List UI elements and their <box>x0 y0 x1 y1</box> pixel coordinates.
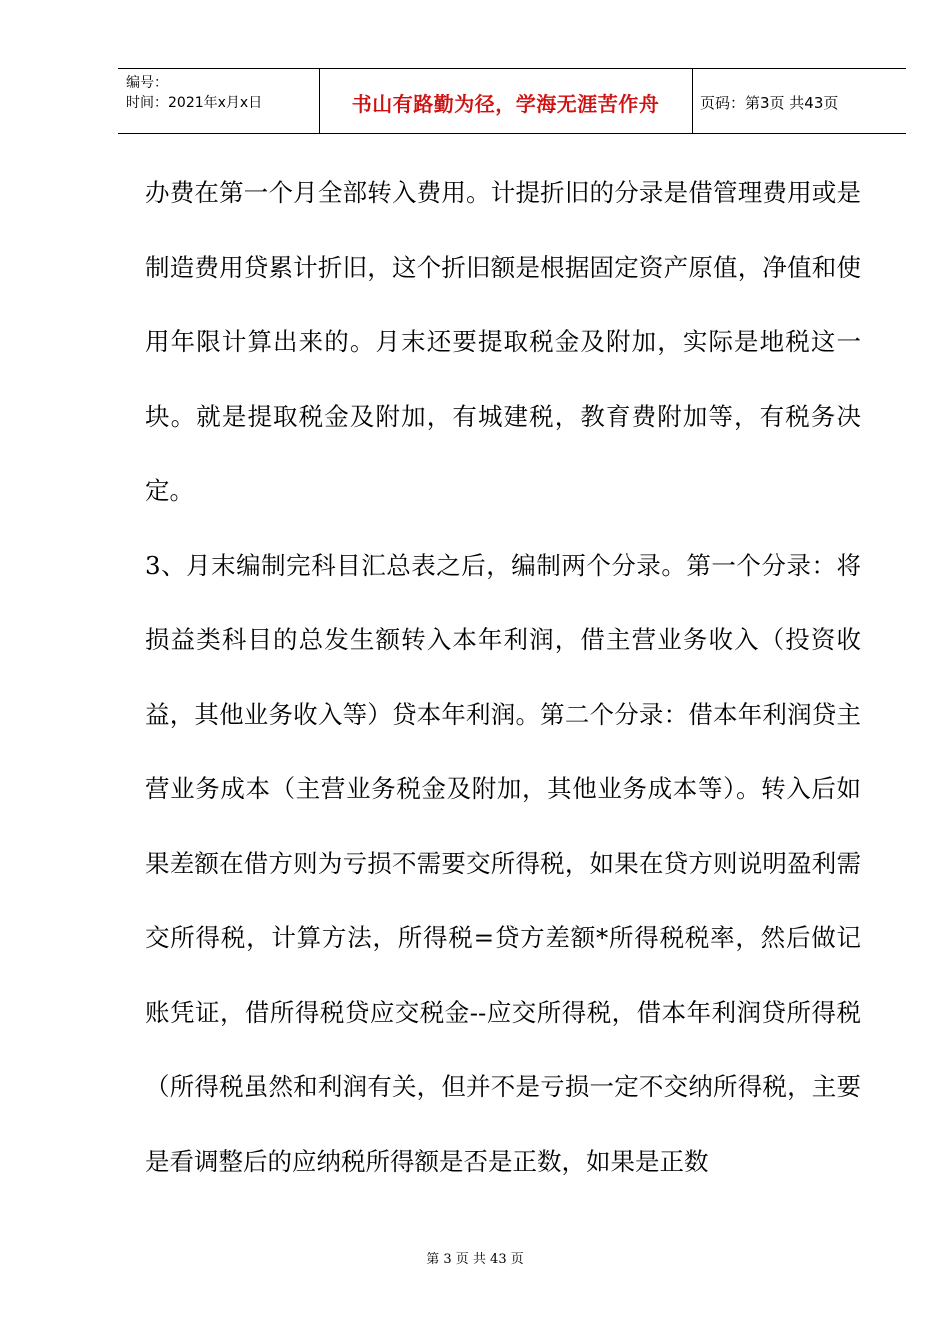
page-footer: 第 3 页 共 43 页 <box>426 1252 524 1267</box>
document-number-label: 编号： <box>126 75 168 91</box>
document-time-label: 时间：2021年x月x日 <box>126 95 263 111</box>
header-divider <box>692 69 693 133</box>
body-paragraph: 办费在第一个月全部转入费用。计提折旧的分录是借管理费用或是制造费用贷累计折旧，这个折旧额是根据固定资产原值，净值和使用年限计算出来的。月末还要提取税金及附加，实际是地税这一块。就是提取税金及附加，有城建税，教育费附加等，有税务决定。 <box>145 178 861 505</box>
page-header <box>118 68 906 134</box>
document-body <box>145 156 861 1199</box>
body-paragraph: 3、月末编制完科目汇总表之后，编制两个分录。第一个分录：将损益类科目的总发生额转入本年利润，借主营业务收入（投资收益，其他业务收入等）贷本年利润。第二个分录：借本年利润贷主营业务成本（主营业务税金及附加，其他业务成本等）。转入后如果差额在借方则为亏损不需要交所得税，如果在贷方则说明盈利需交所得税，计算方法，所得税=贷方差额*所得税税率，然后做记账凭证，借所得税贷应交税金--应交所得税，借本年利润贷所得税（所得税虽然和利润有关，但并不是亏损一定不交纳所得税，主要是看调整后的应纳税所得额是否是正数，如果是正数 <box>145 550 861 1176</box>
header-motto: 书山有路勤为径，学海无涯苦作舟 <box>351 91 660 116</box>
header-meta <box>126 73 262 113</box>
header-page-info: 页码：第3页 共43页 <box>700 93 839 112</box>
